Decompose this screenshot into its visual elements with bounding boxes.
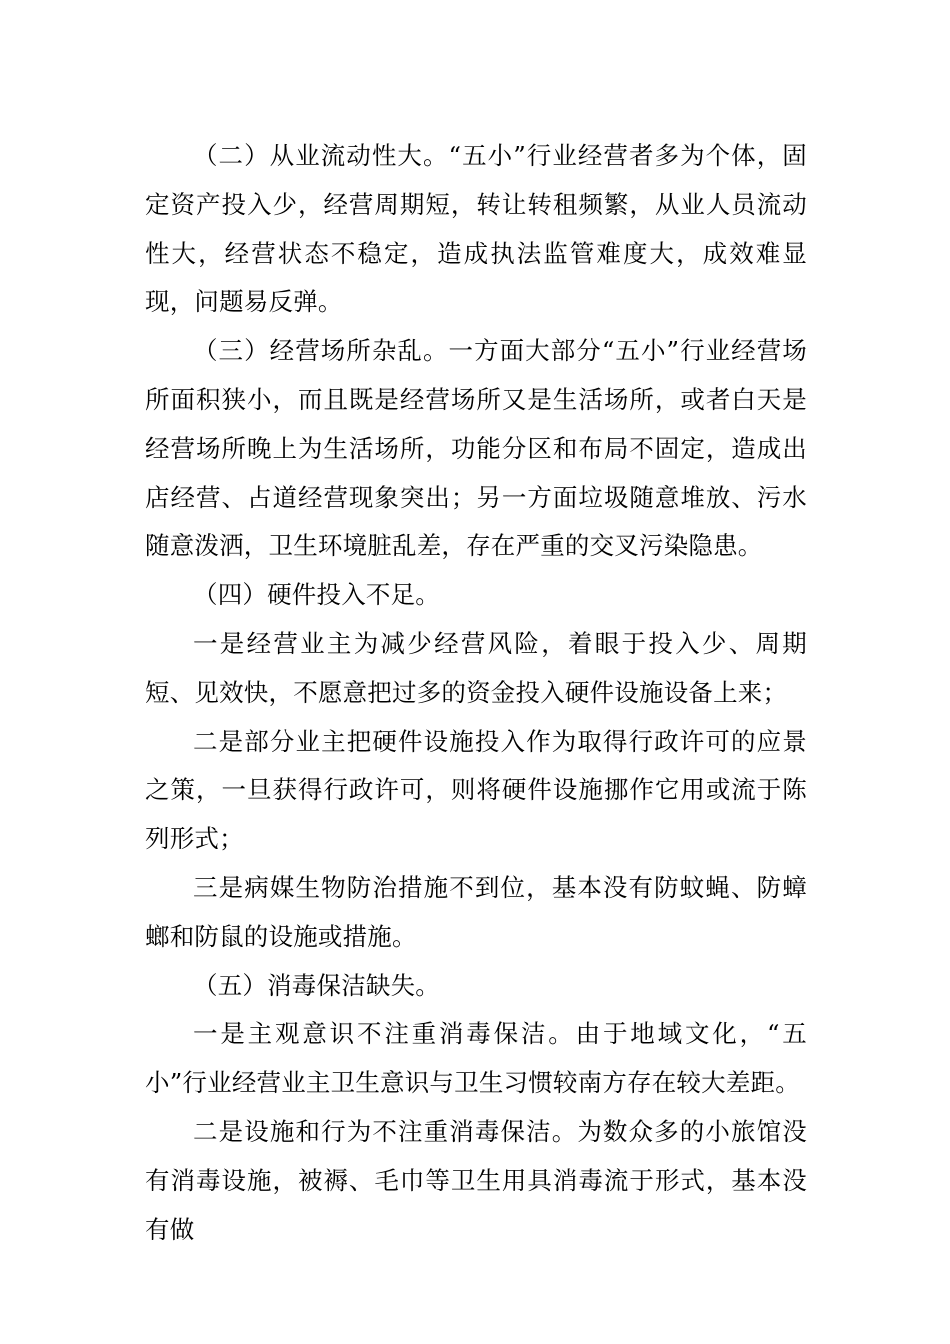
paragraph-section-2: （二）从业流动性大。“五小”行业经营者多为个体，固定资产投入少，经营周期短，转让转租频繁，从业人员流动性大，经营状态不稳定，造成执法监管难度大，成效难显现，问题易反弹。: [145, 141, 807, 317]
paragraph-section-4-point-2: 二是部分业主把硬件设施投入作为取得行政许可的应景之策，一旦获得行政许可，则将硬件设施挪作它用或流于陈列形式；: [145, 726, 807, 854]
paragraph-section-4-point-3: 三是病媒生物防治措施不到位，基本没有防蚊蝇、防蟑螂和防鼠的设施或措施。: [145, 872, 807, 951]
paragraph-section-5-point-1: 一是主观意识不注重消毒保洁。由于地域文化，“五小”行业经营业主卫生意识与卫生习惯较南方存在较大差距。: [145, 1019, 807, 1098]
paragraph-section-5-point-2: 二是设施和行为不注重消毒保洁。为数众多的小旅馆没有消毒设施，被褥、毛巾等卫生用具消毒流于形式，基本没有做: [145, 1116, 807, 1244]
paragraph-section-3: （三）经营场所杂乱。一方面大部分“五小”行业经营场所面积狭小，而且既是经营场所又是生活场所，或者白天是经营场所晚上为生活场所，功能分区和布局不固定，造成出店经营、占道经营现象突出；另一方面垃圾随意堆放、污水随意泼洒，卫生环境脏乱差，存在严重的交叉污染隐患。: [145, 336, 807, 561]
paragraph-section-4-heading: （四）硬件投入不足。: [193, 580, 440, 610]
paragraph-section-4-point-1: 一是经营业主为减少经营风险，着眼于投入少、周期短、见效快，不愿意把过多的资金投入硬件设施设备上来；: [145, 628, 807, 707]
paragraph-section-5-heading: （五）消毒保洁缺失。: [193, 970, 440, 1000]
document-body: [145, 132, 807, 1254]
